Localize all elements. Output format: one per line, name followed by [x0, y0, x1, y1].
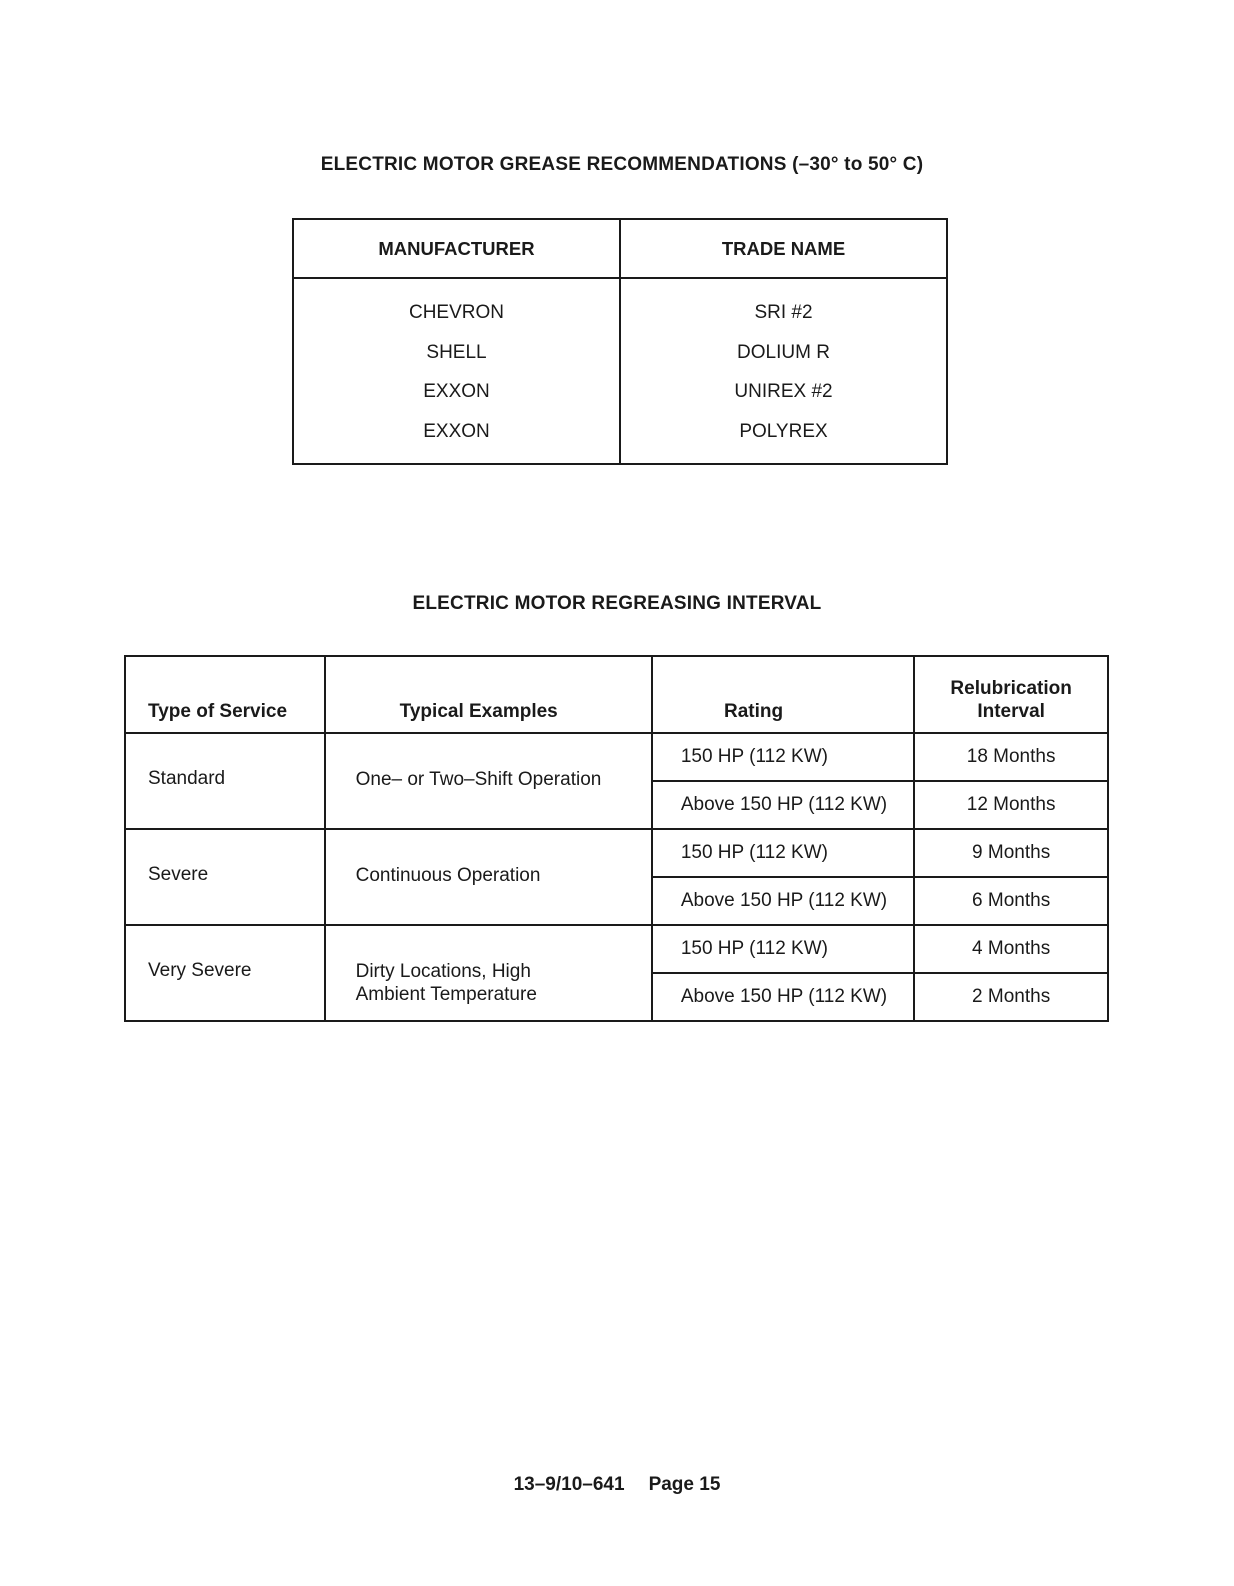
trade-name-header: TRADE NAME [620, 219, 947, 278]
trade-name-cell: POLYREX [739, 420, 828, 442]
rating-cell: Above 150 HP (112 KW) [652, 877, 914, 925]
service-type-cell: Severe [125, 829, 325, 925]
manufacturer-cell: SHELL [426, 341, 487, 363]
page-footer [0, 1474, 1234, 1496]
grease-recommendations-table [292, 218, 948, 465]
manufacturer-header: MANUFACTURER [293, 219, 620, 278]
regreasing-interval-table [124, 655, 1109, 1022]
trade-name-cell: SRI #2 [754, 302, 813, 323]
interval-cell: 6 Months [914, 877, 1108, 925]
interval-header-line: Interval [977, 701, 1045, 722]
example-line: Dirty Locations, High [355, 961, 531, 982]
rating-header: Rating [652, 656, 914, 733]
trade-name-cell: DOLIUM R [737, 341, 830, 363]
rating-cell: 150 HP (112 KW) [652, 733, 914, 781]
rating-cell: 150 HP (112 KW) [652, 829, 914, 877]
trade-name-column [620, 278, 947, 464]
manufacturer-column [293, 278, 620, 464]
service-type-cell: Standard [125, 733, 325, 829]
interval-cell: 9 Months [914, 829, 1108, 877]
typical-example-cell [325, 829, 652, 925]
rating-cell: Above 150 HP (112 KW) [652, 781, 914, 829]
document-number: 13–9/10–641 [513, 1474, 625, 1495]
manufacturer-cell: EXXON [423, 420, 490, 442]
relubrication-header-line: Relubrication [950, 678, 1072, 699]
type-of-service-header: Type of Service [125, 656, 325, 733]
example-line: Continuous Operation [355, 865, 541, 886]
interval-table-header-row [125, 656, 1108, 733]
example-line: One– or Two–Shift Operation [355, 769, 602, 790]
interval-cell: 4 Months [914, 925, 1108, 973]
example-line: Ambient Temperature [355, 984, 537, 1005]
page-number: Page 15 [648, 1474, 721, 1495]
typical-examples-header: Typical Examples [325, 656, 652, 733]
rating-cell: 150 HP (112 KW) [652, 925, 914, 973]
trade-name-cell: UNIREX #2 [734, 381, 833, 402]
table-row [125, 733, 1108, 781]
typical-example-cell [325, 733, 652, 829]
table-row [125, 829, 1108, 877]
manufacturer-cell: CHEVRON [408, 302, 504, 323]
typical-example-cell [325, 925, 652, 1021]
interval-cell: 2 Months [914, 973, 1108, 1021]
interval-cell: 12 Months [914, 781, 1108, 829]
manufacturer-cell: EXXON [423, 381, 490, 402]
relubrication-interval-header [914, 656, 1108, 733]
regreasing-table-title: ELECTRIC MOTOR REGREASING INTERVAL [412, 593, 822, 614]
interval-cell: 18 Months [914, 733, 1108, 781]
grease-table-title: ELECTRIC MOTOR GREASE RECOMMENDATIONS (–30° to 50° C) [320, 154, 924, 175]
service-type-cell: Very Severe [125, 925, 325, 1021]
table-row [125, 925, 1108, 973]
rating-cell: Above 150 HP (112 KW) [652, 973, 914, 1021]
grease-table-header-row [293, 219, 947, 278]
grease-table-body-row [293, 278, 947, 464]
